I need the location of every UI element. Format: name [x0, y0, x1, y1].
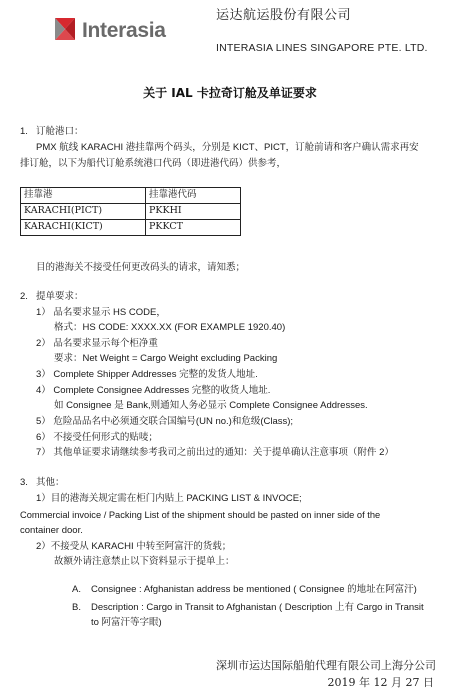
section1-number: 1.	[20, 126, 28, 137]
list-item: 4） Complete Consignee Addresses 完整的收货人地址.	[36, 385, 271, 396]
item-a-text: Consignee : Afghanistan address be mentioned ( Consignee 的地址在阿富汗)	[91, 584, 417, 595]
section2-heading: 提单要求：	[36, 291, 84, 302]
section1-heading: 订舱港口：	[36, 126, 84, 137]
table-row	[21, 220, 241, 236]
section1-note: 目的港海关不接受任何更改码头的请求，请知悉；	[36, 262, 246, 273]
document-title: 关于 IAL 卡拉奇订舱及单证要求	[143, 86, 317, 100]
item-a-label: A.	[72, 584, 81, 595]
company-name-en: INTERASIA LINES SINGAPORE PTE. LTD.	[216, 42, 428, 54]
list-item: 6） 不接受任何形式的贴唛；	[36, 432, 158, 443]
section1-paragraph-line1: PMX 航线 KARACHI 港挂靠两个码头，分别是 KICT、PICT，订舱前请和客户确认需求再安	[36, 142, 419, 153]
table-row	[21, 204, 241, 220]
list-item: 1） 品名要求显示 HS CODE，	[36, 307, 166, 318]
interasia-logo-icon	[52, 16, 78, 42]
interasia-logo	[52, 16, 202, 46]
footer-date: 2019 年 12 月 27 日	[327, 676, 434, 689]
list-item: 格式：HS CODE: XXXX.XX (FOR EXAMPLE 1920.40)	[54, 322, 286, 333]
list-item: 2） 品名要求显示每个柜净重	[36, 338, 158, 349]
logo-wordmark: Interasia	[82, 19, 166, 42]
list-item: 5） 危险品品名中必须通交联合国编号(UN no.)和危级(Class);	[36, 416, 294, 427]
footer-company: 深圳市运达国际船舶代理有限公司上海分公司	[216, 659, 436, 672]
section1-paragraph-line2: 排订舱，以下为船代订舱系统港口代码（即进港代码）供参考，	[20, 158, 287, 169]
table-cell-port: KARACHI(PICT)	[21, 204, 146, 220]
list-item: 3） Complete Shipper Addresses 完整的发货人地址.	[36, 369, 258, 380]
section3-line3: container door.	[20, 525, 83, 536]
section3-line1: 1）目的港海关规定需在柜门内贴上 PACKING LIST & INVOCE;	[36, 493, 302, 504]
table-header-row	[21, 188, 241, 204]
list-item: 如 Consignee 是 Bank,则通知人务必显示 Complete Consignee Addresses.	[54, 400, 368, 411]
list-item: 7） 其他单证要求请继续参考我司之前出过的通知：关于提单确认注意事项（附件 2）	[36, 447, 394, 458]
section3-line5: 故额外请注意禁止以下资料显示于提单上：	[54, 556, 235, 567]
item-b-label: B.	[72, 602, 81, 613]
item-b-text-line2: to 阿富汗等字眼)	[91, 617, 162, 628]
list-item: 要求：Net Weight = Cargo Weight excluding Packing	[54, 353, 278, 364]
section3-line2: Commercial invoice / Packing List of the shipment should be pasted on inner side of the	[20, 510, 381, 520]
table-cell-port: KARACHI(KICT)	[21, 220, 146, 236]
table-cell-code: PKKCT	[146, 220, 241, 236]
section3-line4: 2）不接受从 KARACHI 中转至阿富汗的货载；	[36, 541, 232, 552]
table-header-code: 挂靠港代码	[146, 188, 241, 204]
item-b-text-line1: Description : Cargo in Transit to Afghanistan ( Description 上有 Cargo in Transit	[91, 602, 424, 613]
table-cell-code: PKKHI	[146, 204, 241, 220]
company-name-cn: 运达航运股份有限公司	[216, 8, 352, 23]
table-header-port: 挂靠港	[21, 188, 146, 204]
port-code-table	[20, 187, 241, 236]
section3-heading: 其他：	[36, 477, 65, 488]
section3-number: 3.	[20, 477, 28, 488]
section2-number: 2.	[20, 291, 28, 302]
